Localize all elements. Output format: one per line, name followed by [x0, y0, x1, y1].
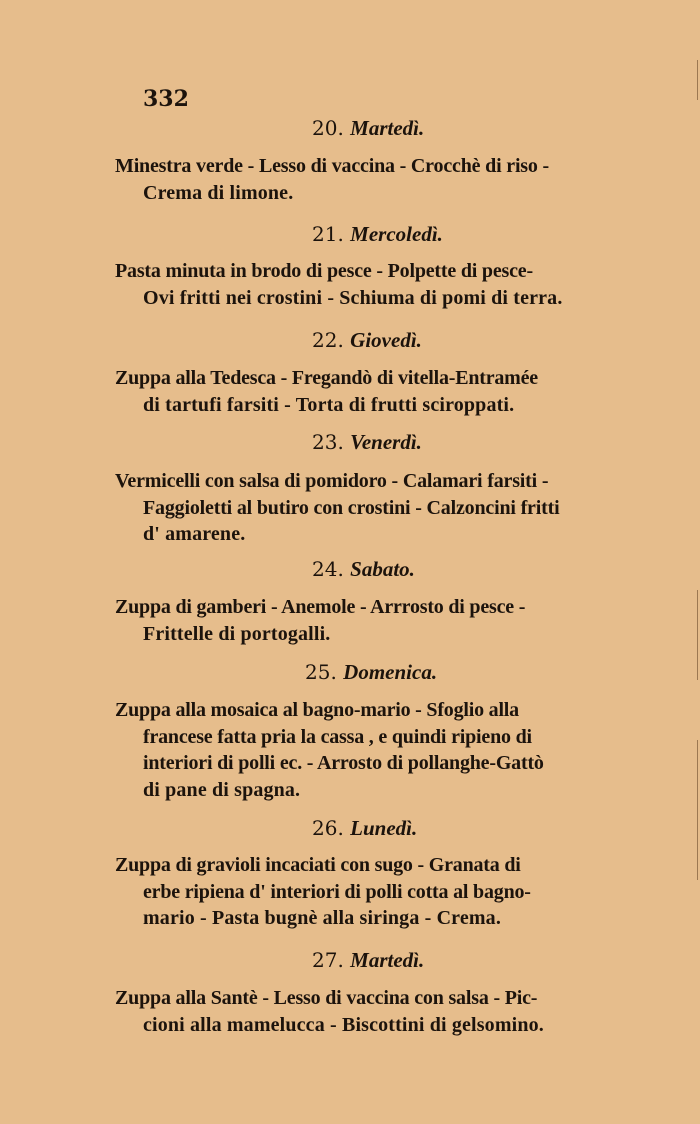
menu-27	[115, 985, 655, 1038]
menu-line: interiori di polli ec. - Arrosto di pollanghe-Gattò	[143, 752, 544, 774]
day-name: Giovedì.	[350, 328, 422, 352]
menu-line: di pane di spagna.	[143, 778, 301, 801]
menu-20	[115, 153, 655, 206]
menu-line: Vermicelli con salsa di pomidoro - Calamari farsiti -	[115, 470, 549, 492]
menu-line: Zuppa alla Tedesca - Fregandò di vitella-Entramée	[115, 367, 538, 389]
day-number: 24.	[312, 557, 344, 581]
day-heading-23	[0, 430, 700, 455]
menu-line: Zuppa di gamberi - Anemole - Arrrosto di pesce -	[115, 596, 526, 618]
page-edge-mark	[697, 60, 698, 100]
day-number: 21.	[312, 222, 344, 246]
menu-line: Zuppa alla mosaica al bagno-mario - Sfoglio alla	[115, 699, 519, 721]
page-edge-mark	[697, 590, 698, 680]
menu-line: Pasta minuta in brodo di pesce - Polpette di pesce-	[115, 260, 533, 282]
menu-25	[115, 697, 655, 803]
day-number: 23.	[312, 430, 344, 454]
page-number: 332	[143, 86, 189, 112]
day-number: 22.	[312, 328, 344, 352]
menu-24	[115, 594, 655, 647]
menu-line: Faggioletti al butiro con crostini - Calzoncini fritti	[143, 496, 560, 519]
day-heading-24	[0, 557, 700, 582]
menu-26	[115, 852, 655, 932]
day-name: Lunedì.	[350, 816, 418, 840]
day-number: 27.	[312, 948, 344, 972]
menu-line: Zuppa alla Santè - Lesso di vaccina con salsa - Pic-	[115, 987, 538, 1009]
menu-line: Crema di limone.	[143, 181, 294, 204]
day-name: Martedì.	[350, 948, 425, 972]
day-number: 25.	[305, 660, 337, 684]
day-heading-27	[0, 948, 700, 973]
day-name: Domenica.	[343, 660, 438, 684]
page-edge-mark	[697, 740, 698, 880]
menu-line: di tartufi farsiti - Torta di frutti sciroppati.	[143, 393, 515, 416]
day-name: Mercoledì.	[350, 222, 443, 246]
menu-line: francese fatta pria la cassa , e quindi ripieno di	[143, 725, 532, 748]
menu-line: Frittelle di portogalli.	[143, 622, 331, 645]
day-name: Venerdì.	[350, 430, 422, 454]
day-name: Martedì.	[350, 116, 425, 140]
menu-22	[115, 365, 655, 418]
day-name: Sabato.	[350, 557, 415, 581]
menu-23	[115, 468, 655, 548]
day-heading-22	[0, 328, 700, 353]
menu-21	[115, 258, 655, 311]
menu-line: Ovi fritti nei crostini - Schiuma di pomi di terra.	[143, 286, 563, 309]
day-heading-20	[0, 116, 700, 141]
day-number: 26.	[312, 816, 344, 840]
day-heading-26	[0, 816, 700, 841]
menu-line: cioni alla mamelucca - Biscottini di gelsomino.	[143, 1013, 544, 1036]
menu-line: Minestra verde - Lesso di vaccina - Crocchè di riso -	[115, 155, 549, 177]
menu-line: erbe ripiena d' interiori di polli cotta al bagno-	[143, 880, 531, 903]
menu-line: Zuppa di gravioli incaciati con sugo - Granata di	[115, 854, 521, 876]
menu-line: d' amarene.	[143, 523, 246, 545]
menu-line: mario - Pasta bugnè alla siringa - Crema.	[143, 907, 501, 929]
day-number: 20.	[312, 116, 344, 140]
day-heading-25	[0, 660, 700, 685]
day-heading-21	[0, 222, 700, 247]
